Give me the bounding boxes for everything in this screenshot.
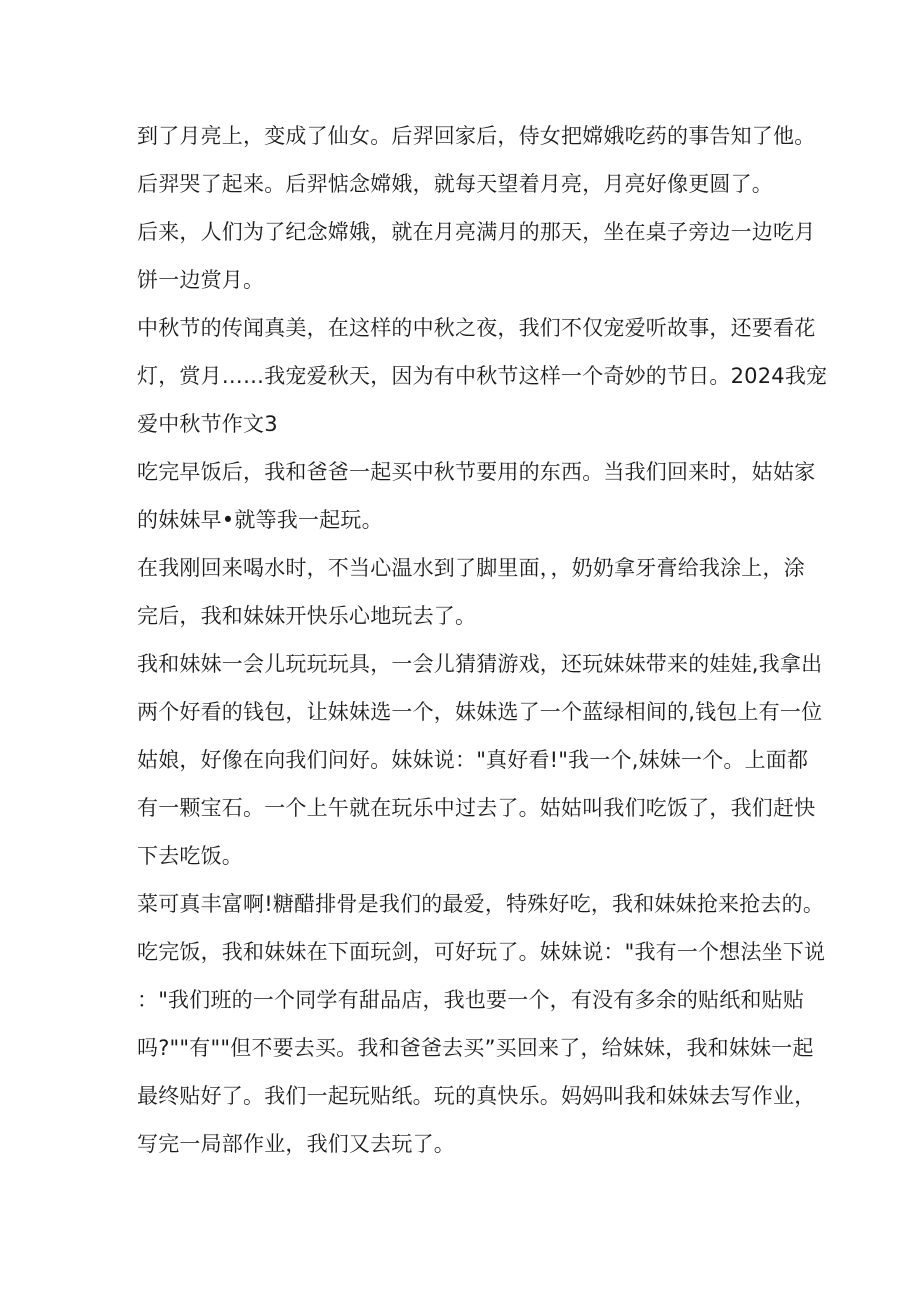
text-line: 菜可真丰富啊!糖醋排骨是我们的最爱，特殊好吃，我和妹妹抢来抢去的。 xyxy=(137,892,825,916)
text-line: 我和妹妹一会儿玩玩玩具，一会儿猜猜游戏，还玩妹妹带来的娃娃,我拿出 xyxy=(137,652,823,676)
text-line: 后羿哭了起来。后羿惦念嫦娥，就每天望着月亮，月亮好像更圆了。 xyxy=(137,172,773,196)
essay-body xyxy=(137,112,828,1168)
text-line: 后来，人们为了纪念嫦娥，就在月亮满月的那天，坐在桌子旁边一边吃月 xyxy=(137,220,816,244)
text-line: 在我刚回来喝水时，不当心温水到了脚里面，，奶奶拿牙膏给我涂上，涂 xyxy=(137,556,805,580)
text-line: 写完一局部作业，我们又去玩了。 xyxy=(137,1132,455,1156)
text-line: 灯，赏月……我宠爱秋天，因为有中秋节这样一个奇妙的节日。2024我宠 xyxy=(137,364,828,388)
text-line: 两个好看的钱包，让妹妹选一个，妹妹选了一个蓝绿相间的,钱包上有一位 xyxy=(137,700,823,724)
text-line: ："我们班的一个同学有甜品店，我也要一个，有没有多余的贴纸和贴贴 xyxy=(137,988,805,1012)
text-line: 姑娘，好像在向我们问好。妹妹说："真好看!"我一个,妹妹一个。上面都 xyxy=(137,748,809,772)
text-line: 的妹妹早•就等我一起玩。 xyxy=(137,508,383,532)
text-line: 爱中秋节作文3 xyxy=(137,412,278,436)
text-line: 完后，我和妹妹开快乐心地玩去了。 xyxy=(137,604,477,628)
text-line: 到了月亮上，变成了仙女。后羿回家后，侍女把嫦娥吃药的事告知了他。 xyxy=(137,124,816,148)
text-line: 吃完早饭后，我和爸爸一起买中秋节要用的东西。当我们回来时，姑姑家 xyxy=(137,460,816,484)
text-line: 饼一边赏月。 xyxy=(137,268,265,292)
text-line: 中秋节的传闻真美，在这样的中秋之夜，我们不仅宠爱听故事，还要看花 xyxy=(137,316,816,340)
text-line: 最终贴好了。我们一起玩贴纸。玩的真快乐。妈妈叫我和妹妹去写作业， xyxy=(137,1084,816,1108)
text-line: 有一颗宝石。一个上午就在玩乐中过去了。姑姑叫我们吃饭了，我们赶快 xyxy=(137,796,816,820)
text-line: 下去吃饭。 xyxy=(137,844,243,868)
text-line: 吗?""有""但不要去买。我和爸爸去买”买回来了，给妹妹，我和妹妹一起 xyxy=(137,1036,814,1060)
text-line: 吃完饭，我和妹妹在下面玩剑，可好玩了。妹妹说："我有一个想法坐下说 xyxy=(137,940,826,964)
